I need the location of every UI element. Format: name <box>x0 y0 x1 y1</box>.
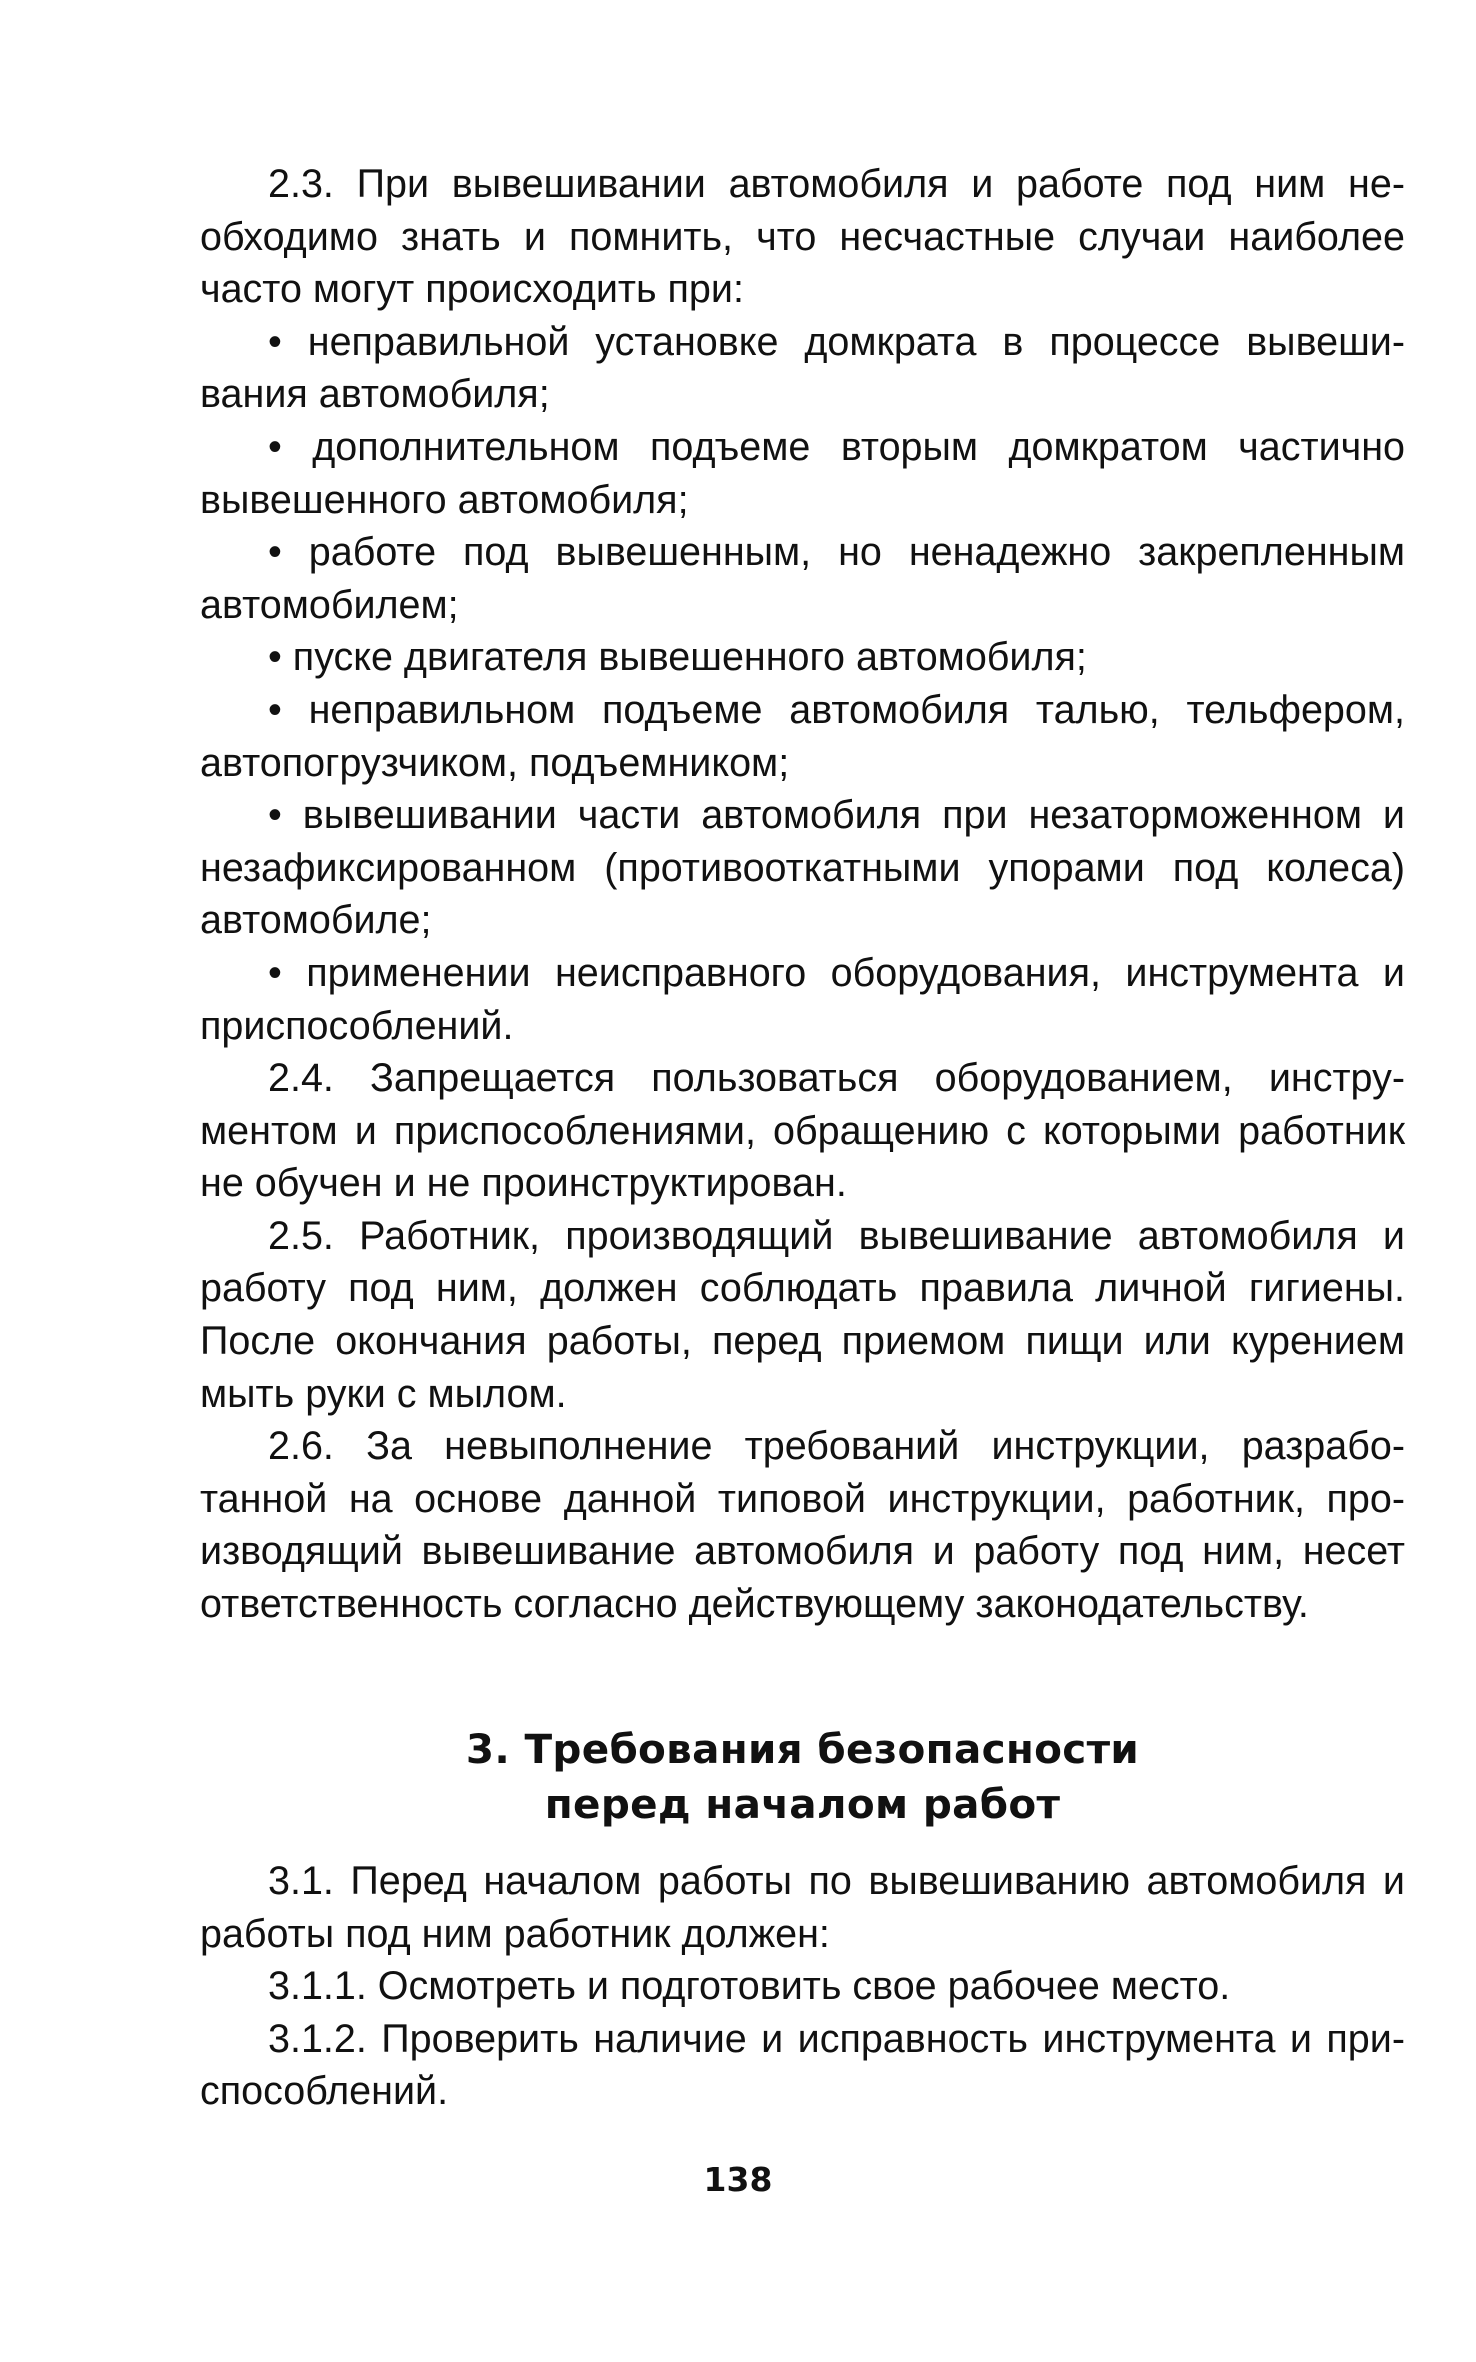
list-item-faulty-equipment: • применении неисправного оборудования, инструмента и приспособлений. <box>200 950 1405 1048</box>
paragraph-2-3-intro: 2.3. При вывешивании автомобиля и работе под ним необходимо знать и помнить, что несчастные случаи наиболее часто могут происходить при: <box>200 162 1405 312</box>
paragraph-3-1: 3.1. Перед началом работы по вывешиванию автомобиля и работы под ним работник должен: <box>200 1859 1405 1956</box>
section-2-text <box>200 158 1405 1631</box>
paragraph-2-6: 2.6. За невыполнение требований инструкции, разработанной на основе данной типовой инструкции, работник, производящий вывешивание автомобиля и работу под ним, несет ответственность согласно действующему законодательству. <box>200 1424 1405 1627</box>
list-item-improper-hoist: • неправильном подъеме автомобиля талью, тельфером, автопогрузчиком, подъемником; <box>200 687 1405 785</box>
paragraph-3-1-1: 3.1.1. Осмотреть и подготовить свое рабочее место. <box>268 1964 1231 2009</box>
paragraph-2-4: 2.4. Запрещается пользоваться оборудованием, инструментом и приспособлениями, обращению с которыми работник не обучен и не проинструктирован. <box>200 1056 1405 1206</box>
paragraph-3-1-2: 3.1.2. Проверить наличие и исправность инструмента и приспособлений. <box>200 2016 1405 2114</box>
list-item-unsecured-vehicle: • работе под вывешенным, но ненадежно закрепленным автомобилем; <box>200 530 1405 627</box>
list-item-unbraked-vehicle: • вывешивании части автомобиля при незаторможенном и незафиксированном (противооткатными упорами под колеса) автомобиле; <box>200 793 1405 943</box>
section-3-heading <box>200 1722 1405 1832</box>
section-3-text <box>200 1855 1405 2118</box>
page-number: 138 <box>703 2160 773 2199</box>
paragraph-2-5: 2.5. Работник, производящий вывешивание автомобиля и работу под ним, должен соблюдать правила личной гигиены. После окончания работы, перед приемом пищи или курением мыть руки с мылом. <box>200 1213 1405 1416</box>
list-item-second-jack-lift: • дополнительном подъеме вторым домкратом частично вывешенного автомобиля; <box>200 424 1405 522</box>
section-3-heading-line-2: перед началом работ <box>544 1780 1061 1828</box>
list-item-engine-start: • пуске двигателя вывешенного автомобиля; <box>268 635 1087 680</box>
list-item-jack-installation: • неправильной установке домкрата в процессе вывешивания автомобиля; <box>200 319 1405 417</box>
section-3-heading-line-1: 3. Требования безопасности <box>465 1725 1140 1773</box>
